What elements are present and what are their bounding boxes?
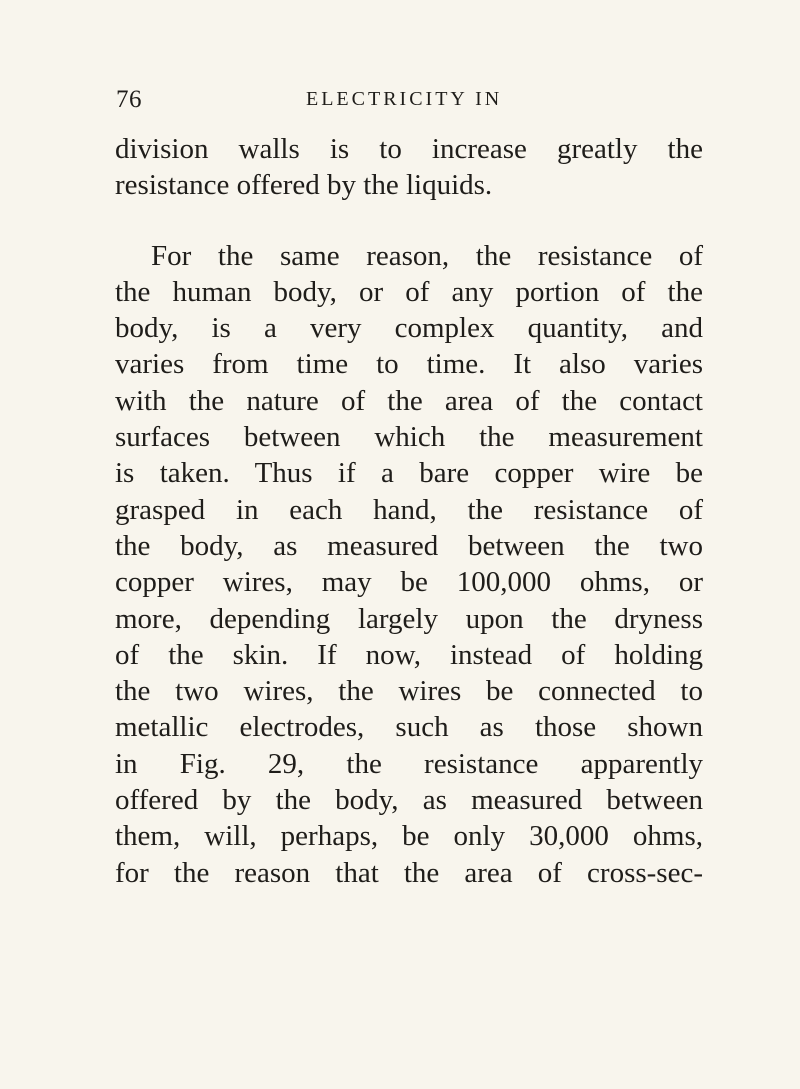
text-line: metallic electrodes, such as those shown [115, 711, 703, 744]
text-line: offered by the body, as measured between [115, 784, 703, 817]
text-line: the human body, or of any portion of the [115, 275, 703, 308]
text-line: surfaces between which the measurement [115, 421, 703, 454]
text-line: more, depending largely upon the dryness [115, 602, 703, 635]
running-title: ELECTRICITY IN [306, 88, 503, 110]
text-line: copper wires, may be 100,000 ohms, or [115, 566, 703, 599]
text-line: the body, as measured between the two [115, 529, 703, 562]
text-line: varies from time to time. It also varies [115, 348, 703, 381]
text-line: For the same reason, the resistance of [151, 239, 703, 272]
paragraph-gap [115, 204, 703, 238]
text-line: division walls is to increase greatly the [115, 133, 703, 165]
text-line: body, is a very complex quantity, and [115, 312, 703, 345]
text-line: the two wires, the wires be connected to [115, 675, 703, 708]
text-line: them, will, perhaps, be only 30,000 ohms, [115, 820, 703, 853]
text-line: for the reason that the area of cross-sec- [115, 856, 703, 889]
text-line: resistance offered by the liquids. [115, 169, 493, 202]
text-line: is taken. Thus if a bare copper wire be [115, 457, 703, 490]
page-number: 76 [116, 86, 142, 113]
text-line: in Fig. 29, the resistance apparently [115, 747, 703, 780]
text-line: of the skin. If now, instead of holding [115, 638, 703, 671]
running-head [116, 86, 694, 120]
body-text [115, 131, 703, 891]
text-line: grasped in each hand, the resistance of [115, 493, 703, 526]
text-line: with the nature of the area of the contact [115, 384, 703, 417]
